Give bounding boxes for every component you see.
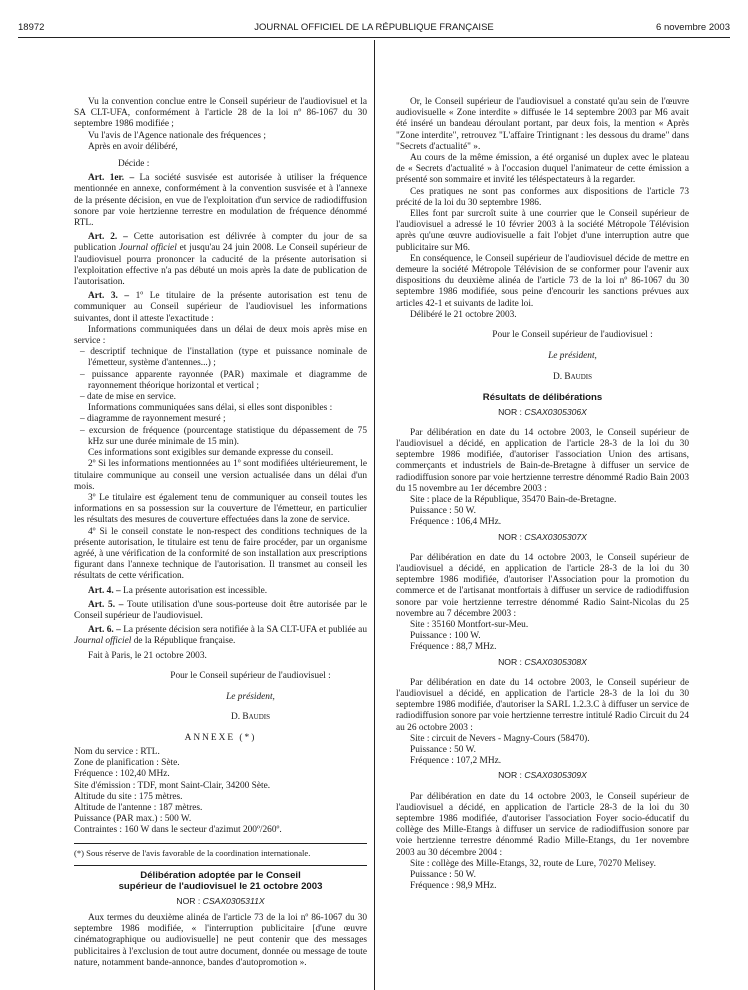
page-header: [18, 22, 730, 36]
signature-for: Pour le Conseil supérieur de l'audiovisuel :: [492, 330, 653, 341]
article-3: [74, 291, 367, 325]
site-line: Site : place de la République, 35470 Bain-de-Bretagne.: [410, 494, 617, 505]
results-title: Résultats de délibérations: [482, 392, 603, 404]
paragraph: Au cours de la même émission, a été organisé un duplex avec le plateau de « Secrets d'actualité » à l'occasion duquel l'animateur de cette émission a présenté son sommaire et invité les téléspectateurs à la regarder.: [396, 153, 689, 186]
article-text: et jusqu'au 24 juin 2008. Le Conseil supérieur de l'audiovisuel pourra prononcer la caducité de la présente autorisation si l'exploitation effective n'a pas débuté un mois après la date de publication de l'autorisation.: [74, 243, 367, 288]
article-label: Art. 6. –: [88, 625, 121, 636]
frequency-line: Fréquence : 98,9 MHz.: [410, 881, 497, 892]
article-text: 1º Le titulaire de la présente autorisation est tenu de communiquer au Conseil supérieur de l'audiovisuel les informations suivantes, dont il atteste l'exactitude :: [74, 291, 367, 324]
power-line: Puissance : 50 W.: [410, 870, 476, 881]
paragraph: Ces pratiques ne sont pas conformes aux dispositions de l'article 73 précité de la loi du 30 septembre 1986.: [396, 186, 689, 208]
annex-list: [74, 747, 367, 837]
deliberation-title: Délibération adoptée par le Conseil: [140, 869, 301, 881]
list-item: – puissance apparente rayonnée (PAR) maximale et diagramme de rayonnement théorique horizontal et vertical ;: [80, 369, 367, 391]
nor-reference: [396, 532, 689, 543]
article-label: Art. 2. –: [88, 232, 128, 243]
journal-name: Journal officiel: [74, 636, 132, 647]
paragraph: En conséquence, le Conseil supérieur de l'audiovisuel décide de mettre en demeure la société Métropole Télévision de se conformer pour l'avenir aux dispositions du deuxième alinéa de l'article 73 de la loi nº 86-1067 du 30 septembre 1986 modifiée, sous peine d'encourir les sanctions prévues aux articles 42-1 et suivants de ladite loi.: [396, 253, 689, 309]
column-divider: [374, 40, 375, 990]
paragraph: Or, le Conseil supérieur de l'audiovisuel a constaté qu'au sein de l'œuvre audiovisuelle « Zone interdite » diffusée le 14 septembre 2003 par M6 avait été inséré un bandeau déroulant portant, par deux fois, la mention « Après "Zone interdite", retrouvez "L'affaire Trintignant : les dessous du drame" dans "Secrets d'actualité" ».: [396, 97, 689, 152]
paragraph: Elles font par surcroît suite à une courrier que le Conseil supérieur de l'audiovisuel a adressé le 10 février 2003 à la société Métropole Télévision après qu'une œuvre audiovisuelle a fait l'objet d'une interruption autre que publicitaire sur M6.: [396, 209, 689, 253]
article-6: [74, 625, 367, 647]
nor-reference: [396, 770, 689, 781]
power-line: Puissance : 50 W.: [410, 506, 476, 517]
left-column: [74, 97, 367, 969]
article-label: Art. 5. –: [88, 599, 124, 610]
annex-line: Zone de planification : Sète.: [74, 758, 180, 769]
nor-label: NOR :: [498, 531, 525, 542]
annex-line: Nom du service : RTL.: [74, 746, 160, 757]
site-line: Site : circuit de Nevers - Magny-Cours (58470).: [410, 733, 590, 744]
deliberation-text: Aux termes du deuxième alinéa de l'article 73 de la loi nº 86-1067 du 30 septembre 1986 modifiée, « l'interruption publicitaire [d'une œuvre cinématographique ou audiovisuelle] ne peut contenir que des messages publicitaires à l'exclusion de tout autre document, donnée ou message de toute nature, notamment bande-annonce, bandes d'autopromotion ».: [74, 912, 367, 968]
nor-label: NOR :: [498, 656, 525, 667]
site-line: Site : collège des Mille-Etangs, 32, route de Lure, 70270 Melisey.: [410, 858, 656, 869]
footnote-rule: [74, 843, 367, 844]
article-label: Art. 4. –: [88, 585, 121, 596]
annex-line: Altitude du site : 175 mètres.: [74, 791, 183, 802]
signature-name: D. Baudis: [552, 371, 593, 382]
signature-role: [396, 351, 689, 362]
place-date: Fait à Paris, le 21 octobre 2003.: [88, 650, 207, 661]
annex-line: Contraintes : 160 W dans le secteur d'azimut 200º/260º.: [74, 825, 282, 836]
article-label: Art. 1er. –: [88, 173, 135, 184]
journal-title: JOURNAL OFFICIEL DE LA RÉPUBLIQUE FRANÇAISE: [254, 22, 494, 33]
page-number: 18972: [18, 22, 45, 33]
list-item: – date de mise en service.: [80, 392, 176, 403]
footnote: (*) Sous réserve de l'avis favorable de la coordination internationale.: [74, 847, 311, 858]
point-3: 3º Le titulaire est également tenu de communiquer au conseil toutes les informations en sa possession sur la couverture de l'émetteur, en particulier les résultats des mesures de couverture effectuées dans la zone de service.: [74, 492, 367, 526]
intro-paragraph: Après en avoir délibéré,: [88, 141, 178, 152]
intro-paragraph: Vu l'avis de l'Agence nationale des fréquences ;: [88, 130, 266, 141]
annex-line: Puissance (PAR max.) : 500 W.: [74, 814, 192, 825]
signature-role-text: Le président,: [226, 691, 275, 702]
header-rule: [18, 37, 730, 38]
article-text: La présente autorisation est incessible.: [123, 585, 268, 596]
nor-reference: [396, 657, 689, 668]
list-item: – diagramme de rayonnement mesuré ;: [80, 414, 226, 425]
info-paragraph: Ces informations sont exigibles sur demande expresse du conseil.: [88, 448, 334, 459]
nor-code: CSAX0305311X: [202, 895, 265, 906]
section-rule: [74, 865, 367, 866]
article-label: Art. 3. –: [88, 291, 130, 302]
list-item: – excursion de fréquence (pourcentage statistique du dépassement de 75 kHz sur une durée minimale de 15 min).: [80, 425, 367, 447]
article-2: [74, 232, 367, 288]
signature-for: Pour le Conseil supérieur de l'audiovisuel :: [170, 671, 331, 682]
frequency-line: Fréquence : 88,7 MHz.: [410, 642, 497, 653]
journal-name: Journal officiel: [118, 243, 177, 254]
nor-code: CSAX0305306X: [524, 406, 587, 417]
site-line: Site : 35160 Montfort-sur-Meu.: [410, 620, 529, 630]
info-heading: Informations communiquées sans délai, si elles sont disponibles :: [88, 403, 333, 414]
article-text: Toute utilisation d'une sous-porteuse doit être autorisée par le Conseil supérieur de l'audiovisuel.: [74, 599, 368, 621]
annex-title: ANNEXE (*): [184, 732, 257, 743]
article-text: La société susvisée est autorisée à utiliser la fréquence mentionnée en annexe, conformément à la convention susvisée et à l'annexe de la présente décision, en vue de l'exploitation d'un service de radiodiffusion sonore par voie hertzienne terrestre en modulation de fréquence dénommé RTL.: [74, 173, 367, 229]
paragraph: Délibéré le 21 octobre 2003.: [410, 309, 517, 320]
deliberation-title: supérieur de l'audiovisuel le 21 octobre 2003: [118, 881, 323, 893]
nor-code: CSAX0305307X: [524, 531, 587, 542]
list-item: – descriptif technique de l'installation (type et puissance nominale de l'émetteur, système d'antennes...) ;: [80, 347, 367, 369]
signature-role: [74, 692, 367, 703]
signature-name: D. Baudis: [230, 712, 271, 723]
nor-code: CSAX0305309X: [524, 770, 587, 781]
issue-date: 6 novembre 2003: [656, 22, 730, 33]
annex-line: Altitude de l'antenne : 187 mètres.: [74, 802, 203, 813]
article-4: [74, 586, 367, 597]
intro-paragraph: Vu la convention conclue entre le Conseil supérieur de l'audiovisuel et la SA CLT-UFA, conformément à l'article 28 de la loi nº 86-1067 du 30 septembre 1986 modifiée ;: [74, 97, 367, 130]
decide-heading: Décide :: [118, 159, 150, 170]
nor-code: CSAX0305308X: [524, 656, 587, 667]
info-heading: Informations communiquées dans un délai de deux mois après mise en service :: [74, 324, 367, 347]
deliberation-text: Par délibération en date du 14 octobre 2003, le Conseil supérieur de l'audiovisuel a décidé, en application de l'article 28-3 de la loi du 30 septembre 1986 modifiée, d'autoriser l'association Foyer socio-éducatif du collège des Mille-Etangs à diffuser un service de radiodiffusion sonore par voie hertzienne terrestre dénommé Radio Mille-Etangs, du 1er novembre 2003 au 30 décembre 2004 :: [396, 791, 689, 858]
annex-line: Fréquence : 102,40 MHz.: [74, 769, 170, 780]
nor-reference: [74, 896, 367, 907]
signature-role-text: Le président,: [548, 350, 597, 361]
nor-label: NOR :: [498, 406, 525, 417]
power-line: Puissance : 50 W.: [410, 745, 476, 756]
deliberation-text: Par délibération en date du 14 octobre 2003, le Conseil supérieur de l'audiovisuel a décidé, en application de l'article 28-3 de la loi du 30 septembre 1986 modifiée, d'autoriser l'association Union des artisans, commerçants et industriels de Bain-de-Bretagne à diffuser un service de radiodiffusion sonore par voie hertzienne terrestre dénommé Radio Bain 2003 du 15 novembre au 1er décembre 2003 :: [396, 427, 689, 494]
nor-reference: [396, 407, 689, 418]
right-column: [396, 97, 689, 892]
deliberation-text: Par délibération en date du 14 octobre 2003, le Conseil supérieur de l'audiovisuel a décidé, en application de l'article 28-3 de la loi du 30 septembre 1986 modifiée, d'autoriser l'Association pour la promotion du commerce et de l'artisanat montfortais à diffuser un service de radiodiffusion sonore par voie hertzienne terrestre dénommé Radio Saint-Nicolas du 25 novembre au 7 décembre 2003 :: [396, 552, 689, 619]
deliberation-text: Par délibération en date du 14 octobre 2003, le Conseil supérieur de l'audiovisuel a décidé, en application de l'article 28-3 de la loi du 30 septembre 1986 modifiée, d'autoriser la SARL 1.2.3.C à diffuser un service de radiodiffusion sonore par voie hertzienne terrestre intitulé Radio Circuit du 24 au 26 octobre 2003 :: [396, 677, 689, 733]
article-text: La présente décision sera notifiée à la SA CLT-UFA et publiée au: [123, 625, 367, 636]
article-text: de la République française.: [131, 636, 236, 647]
power-line: Puissance : 100 W.: [410, 631, 481, 642]
annex-line: Site d'émission : TDF, mont Saint-Clair, 34200 Sète.: [74, 780, 271, 791]
article-text: Cette autorisation est délivrée à compter du jour de sa publication: [74, 232, 367, 254]
frequency-line: Fréquence : 107,2 MHz.: [410, 756, 502, 767]
article-1: [74, 173, 367, 229]
point-4: 4º Si le conseil constate le non-respect des conditions techniques de la présente autorisation, le titulaire est tenu de faire procéder, par un organisme agréé, à une vérification de la conformité de son installation aux prescriptions figurant dans l'annexe technique de l'autorisation. Il transmet au conseil les résultats de cette vérification.: [74, 526, 367, 582]
nor-label: NOR :: [498, 770, 525, 781]
frequency-line: Fréquence : 106,4 MHz.: [410, 517, 502, 528]
nor-label: NOR :: [176, 895, 203, 906]
point-2: 2º Si les informations mentionnées au 1º sont modifiées ultérieurement, le titulaire communique au conseil une version actualisée dans un délai d'un mois.: [74, 459, 367, 492]
article-5: [74, 600, 367, 622]
